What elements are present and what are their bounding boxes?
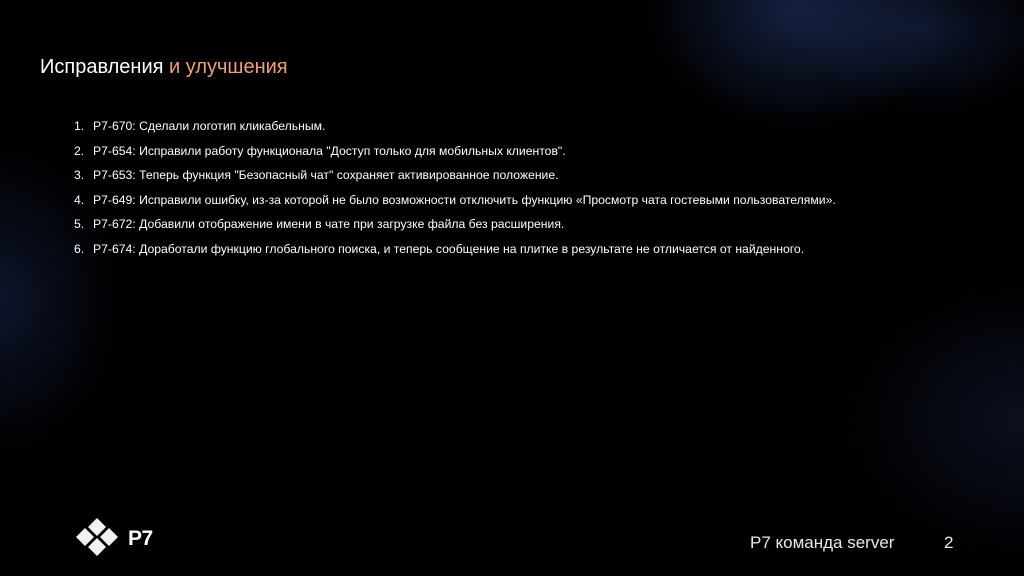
item-number: 1. bbox=[74, 119, 85, 133]
item-number: 3. bbox=[74, 168, 85, 183]
p7-diamond-logo-icon bbox=[72, 516, 122, 560]
list-item bbox=[74, 237, 836, 262]
list-item bbox=[74, 188, 836, 213]
item-number: 4. bbox=[74, 192, 85, 207]
item-text: P7-672: Добавили отображение имени в чате при загрузке файла без расширения. bbox=[93, 217, 565, 232]
page-number: 2 bbox=[944, 533, 954, 552]
changes-list bbox=[74, 114, 836, 262]
item-number: 6. bbox=[74, 241, 85, 256]
list-item bbox=[74, 163, 836, 188]
item-text: P7-670: Сделали логотип кликабельным. bbox=[93, 119, 326, 133]
item-text: P7-649: Исправили ошибку, из-за которой не было возможности отключить функцию «Просмотр чата гостевыми пользователями». bbox=[93, 192, 836, 207]
list-item bbox=[74, 139, 836, 164]
footer-team: P7 команда server bbox=[750, 533, 895, 552]
item-number: 2. bbox=[74, 143, 85, 158]
slide-title bbox=[40, 54, 288, 80]
item-number: 5. bbox=[74, 217, 85, 232]
list-item bbox=[74, 212, 836, 237]
item-text: P7-653: Теперь функция "Безопасный чат" сохраняет активированное положение. bbox=[93, 168, 559, 183]
item-text: P7-674: Доработали функцию глобального поиска, и теперь сообщение на плитке в результате не отличается от найденного. bbox=[93, 241, 805, 256]
item-text: P7-654: Исправили работу функционала "Доступ только для мобильных клиентов". bbox=[93, 143, 566, 158]
list-item bbox=[74, 114, 836, 139]
logo-text: P7 bbox=[128, 527, 153, 550]
title-accent: и улучшения bbox=[169, 56, 288, 78]
title-main: Исправления bbox=[40, 56, 164, 78]
